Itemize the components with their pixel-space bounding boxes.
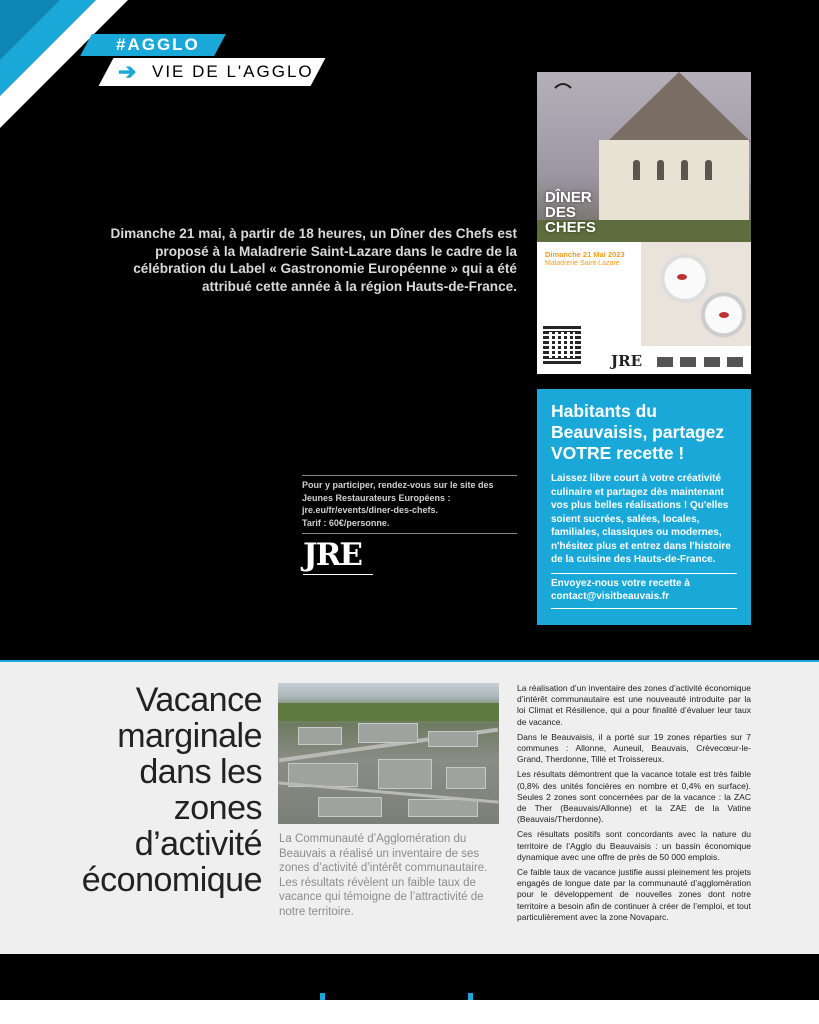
poster-roof bbox=[607, 72, 751, 142]
jre-logo: JRE bbox=[303, 540, 373, 575]
poster-window bbox=[633, 160, 640, 180]
partner-logo-icon bbox=[727, 357, 743, 367]
paragraph: Ce faible taux de vacance justifie aussi pleinement les projets engagés de longue date par la communauté d’agglomération pour le développement de nouvelles zones dont notre territoire a besoin afin de continuer à créer de l’emploi, et tout particulièrement avec la zone Novaparc. bbox=[517, 867, 751, 922]
poster-title: DÎNER DES CHEFS bbox=[545, 189, 596, 236]
partner-logo-icon bbox=[704, 357, 720, 367]
info-line: Jeunes Restaurateurs Européens : bbox=[302, 492, 451, 503]
arrow-right-icon: ➔ bbox=[118, 59, 137, 84]
footer-bar bbox=[0, 955, 819, 1000]
building bbox=[298, 727, 342, 745]
recipe-callout bbox=[537, 389, 751, 625]
paragraph: La réalisation d’un inventaire des zones d’activité économique d’intérêt communautaire est une nouveauté introduite par la loi Climat et Résilience, qui a pour finalité d’évaluer leur taux de vacance. bbox=[517, 683, 751, 727]
aerial-photo bbox=[278, 683, 499, 824]
paragraph: Les résultats démontrent que la vacance totale est très faible (0,8% des unités foncières en nombre et 0,4% en surface). Seules 2 zones sont concernées par de la vacance : la ZAC de Ther (Beauvais/Allonne) et la ZAE de la Vatine (Beauvais/Therdonne). bbox=[517, 769, 751, 825]
article-body bbox=[517, 683, 751, 927]
participation-info bbox=[302, 475, 517, 534]
building bbox=[318, 797, 382, 817]
poster-food-photo bbox=[641, 242, 751, 346]
building bbox=[428, 731, 478, 747]
crop-mark bbox=[320, 993, 325, 1000]
poster-window bbox=[681, 160, 688, 180]
info-link[interactable]: jre.eu/fr/events/diner-des-chefs. bbox=[302, 505, 439, 515]
contact-email-link[interactable]: contact@visitbeauvais.fr bbox=[551, 591, 670, 602]
event-poster bbox=[537, 72, 751, 374]
food-garnish bbox=[719, 312, 729, 318]
partner-logo-icon bbox=[657, 357, 673, 367]
paragraph: Dans le Beauvaisis, il a porté sur 19 zones réparties sur 7 communes : Allonne, Auneuil, Beauvais, Crèvecœur-le-Grand, Therdonne, Tillé et Troissereux. bbox=[517, 731, 751, 765]
poster-date: Dimanche 21 Mai 2023 bbox=[545, 250, 625, 259]
page-margin bbox=[0, 1000, 819, 1024]
info-price: Tarif : 60€/personne. bbox=[302, 517, 390, 528]
building bbox=[358, 723, 418, 743]
poster-place: Maladrerie Saint-Lazare bbox=[545, 260, 620, 267]
info-line: Pour y participer, rendez-vous sur le site des bbox=[302, 480, 494, 490]
callout-title: Habitants du Beauvaisis, partagez VOTRE recette ! bbox=[551, 401, 725, 463]
partner-logo-icon bbox=[680, 357, 696, 367]
article-title: Vacance marginale dans les zones d’activité économique bbox=[81, 681, 262, 899]
section-label: VIE DE L'AGGLO bbox=[152, 62, 314, 81]
building bbox=[408, 799, 478, 817]
divider bbox=[551, 573, 737, 574]
intro-text: Dimanche 21 mai, à partir de 18 heures, un Dîner des Chefs est proposé à la Maladrerie Saint-Lazare dans le cadre de la célébration du Label « Gastronomie Européenne » qui a été attribué cette année à la région Hauts-de-France. bbox=[110, 226, 517, 294]
callout-body: Laissez libre court à votre créativité culinaire et partagez dès maintenant vos plus belles réalisations ! Qu'elles soient sucrées, salées, locales, familiales, classiques ou modernes, n'hésitez plus et entrez dans l'histoire de la cuisine des Hauts-de-France. bbox=[551, 473, 731, 565]
paragraph: Ces résultats positifs sont concordants avec la nature du territoire de l’Agglo du Beauvaisis : un bassin économique dynamique avec une offre de près de 50 000 emplois. bbox=[517, 829, 751, 862]
qr-code-icon bbox=[543, 326, 581, 364]
article-lead: La Communauté d’Agglomération du Beauvais a réalisé un inventaire de ses zones d’activité d’intérêt communautaire. Les résultats révèlent un faible taux de vacance qui témoigne de l’attractivité de notre territoire. bbox=[279, 833, 488, 918]
poster-window bbox=[705, 160, 712, 180]
poster-jre-logo: JRE bbox=[611, 352, 642, 370]
poster-window bbox=[657, 160, 664, 180]
hashtag-label: #AGGLO bbox=[116, 35, 200, 54]
building bbox=[378, 759, 432, 789]
building bbox=[446, 767, 486, 789]
divider bbox=[551, 608, 737, 609]
partner-logos bbox=[657, 354, 747, 366]
gastronomy-emblem-icon bbox=[543, 80, 583, 102]
field bbox=[278, 703, 499, 721]
poster-building bbox=[599, 140, 749, 226]
callout-cta: Envoyez-nous votre recette à contact@visitbeauvais.fr bbox=[551, 577, 737, 604]
crop-mark bbox=[468, 993, 473, 1000]
food-garnish bbox=[677, 274, 687, 280]
